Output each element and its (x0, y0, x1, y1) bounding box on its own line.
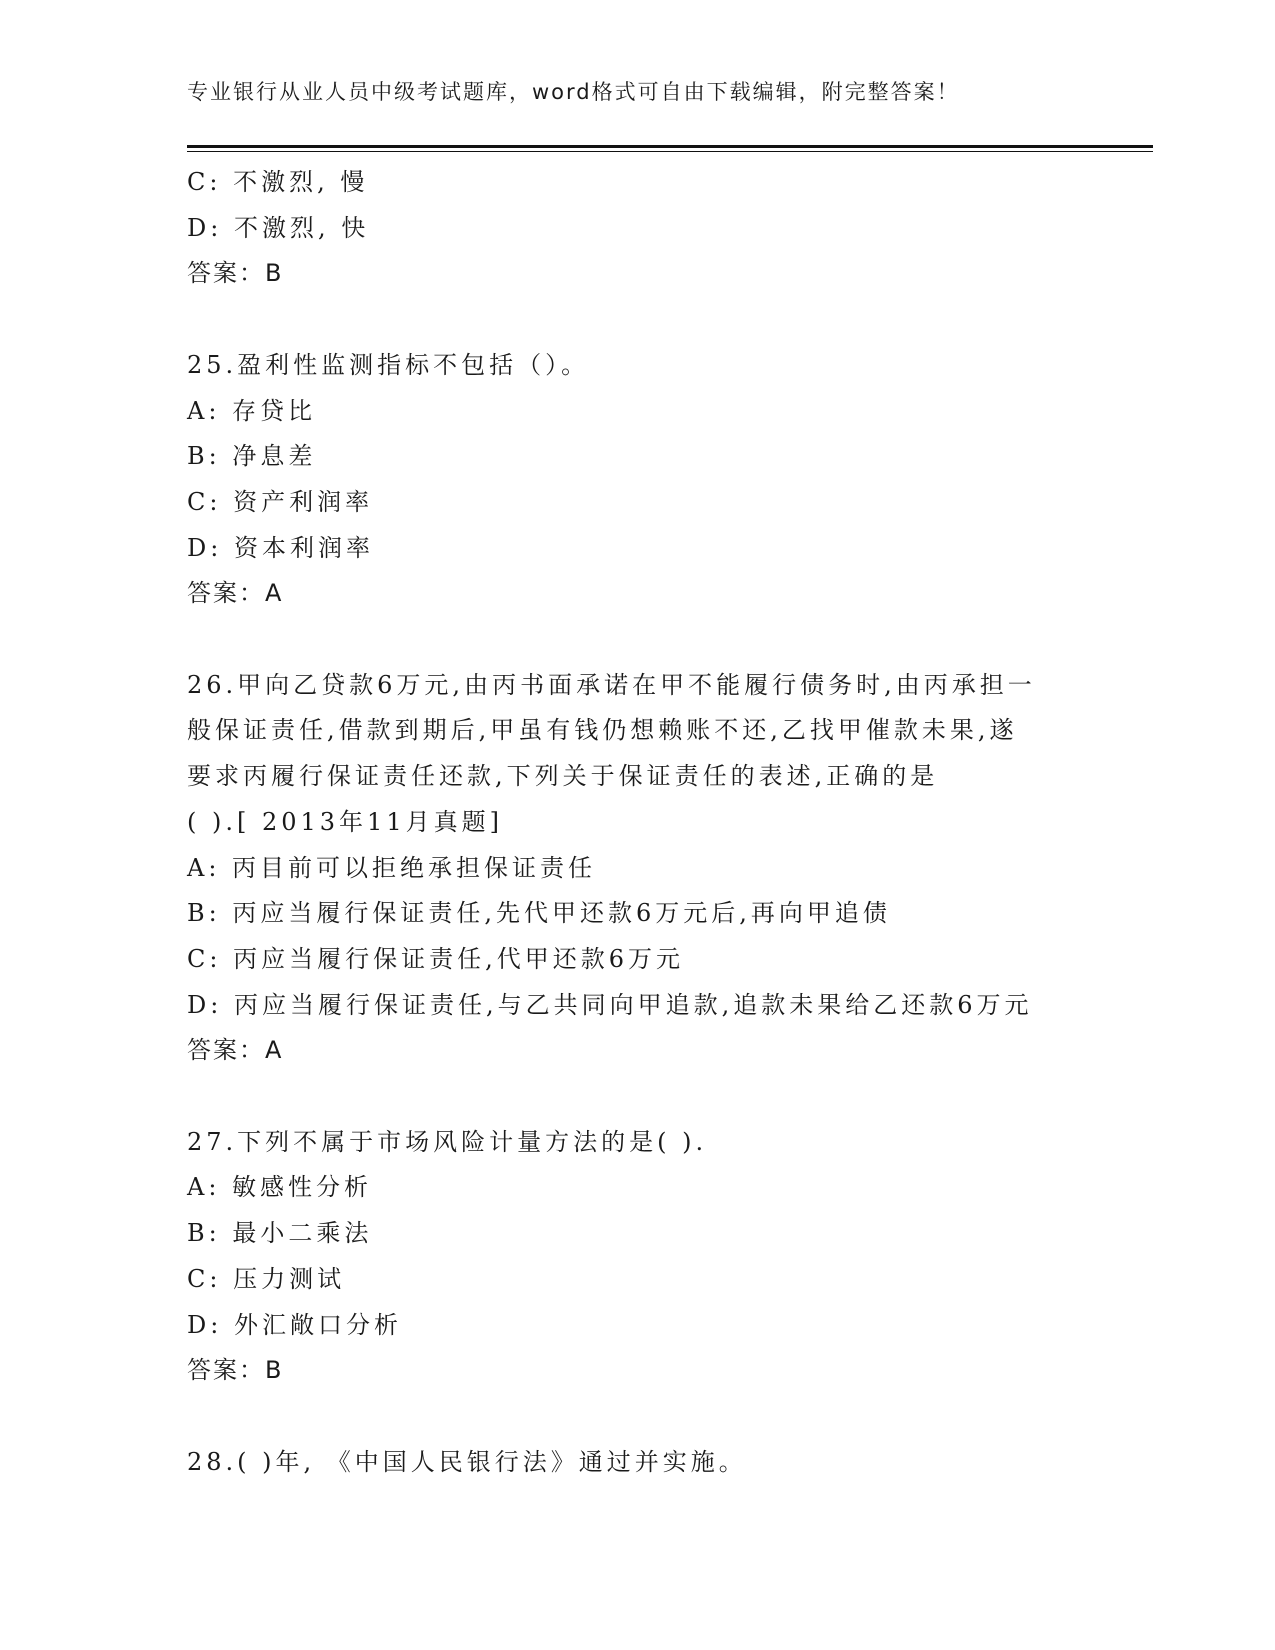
question-text: 般保证责任,借款到期后,甲虽有钱仍想赖账不还,乙找甲催款未果,遂 (187, 716, 1018, 745)
option-line: A: 丙目前可以拒绝承担保证责任 (187, 853, 597, 882)
option-line: B: 净息差 (187, 442, 317, 471)
option-line: D: 资本利润率 (187, 533, 374, 562)
option-line: C: 丙应当履行保证责任,代甲还款6万元 (187, 944, 684, 973)
spacer (187, 617, 1087, 663)
question-text: 27.下列不属于市场风险计量方法的是( ). (187, 1127, 708, 1156)
spacer (187, 1394, 1087, 1440)
spacer (187, 297, 1087, 343)
option-line: D: 丙应当履行保证责任,与乙共同向甲追款,追款未果给乙还款6万元 (187, 990, 1033, 1019)
question-text: 要求丙履行保证责任还款,下列关于保证责任的表述,正确的是 (187, 762, 939, 791)
option-line: A: 存贷比 (187, 396, 317, 425)
option-line: C: 资产利润率 (187, 487, 374, 516)
question-content (187, 160, 1087, 1485)
option-line: C: 不激烈, 慢 (187, 168, 369, 196)
page-header: 专业银行从业人员中级考试题库，word格式可自由下载编辑，附完整答案！ (187, 80, 960, 104)
question-text: 26.甲向乙贷款6万元,由丙书面承诺在甲不能履行债务时,由丙承担一 (187, 670, 1036, 699)
answer-line: 答案：A (187, 1036, 284, 1065)
spacer (187, 1074, 1087, 1120)
question-text: 28.( )年, 《中国人民银行法》通过并实施。 (187, 1447, 747, 1476)
option-line: C: 压力测试 (187, 1264, 346, 1293)
option-line: D: 外汇敞口分析 (187, 1310, 402, 1339)
header-rule-thin (187, 151, 1153, 152)
header-rule-thick (187, 145, 1153, 148)
answer-line: 答案：B (187, 1356, 284, 1385)
option-line: A: 敏感性分析 (187, 1173, 373, 1202)
answer-line: 答案：B (187, 259, 284, 288)
question-text: 25.盈利性监测指标不包括（）。 (187, 350, 590, 379)
question-text: ( ).[ 2013年11月真题] (187, 807, 503, 836)
answer-line: 答案：A (187, 579, 284, 608)
option-line: B: 丙应当履行保证责任,先代甲还款6万元后,再向甲追债 (187, 899, 891, 928)
option-line: D: 不激烈, 快 (187, 213, 370, 242)
option-line: B: 最小二乘法 (187, 1219, 373, 1248)
